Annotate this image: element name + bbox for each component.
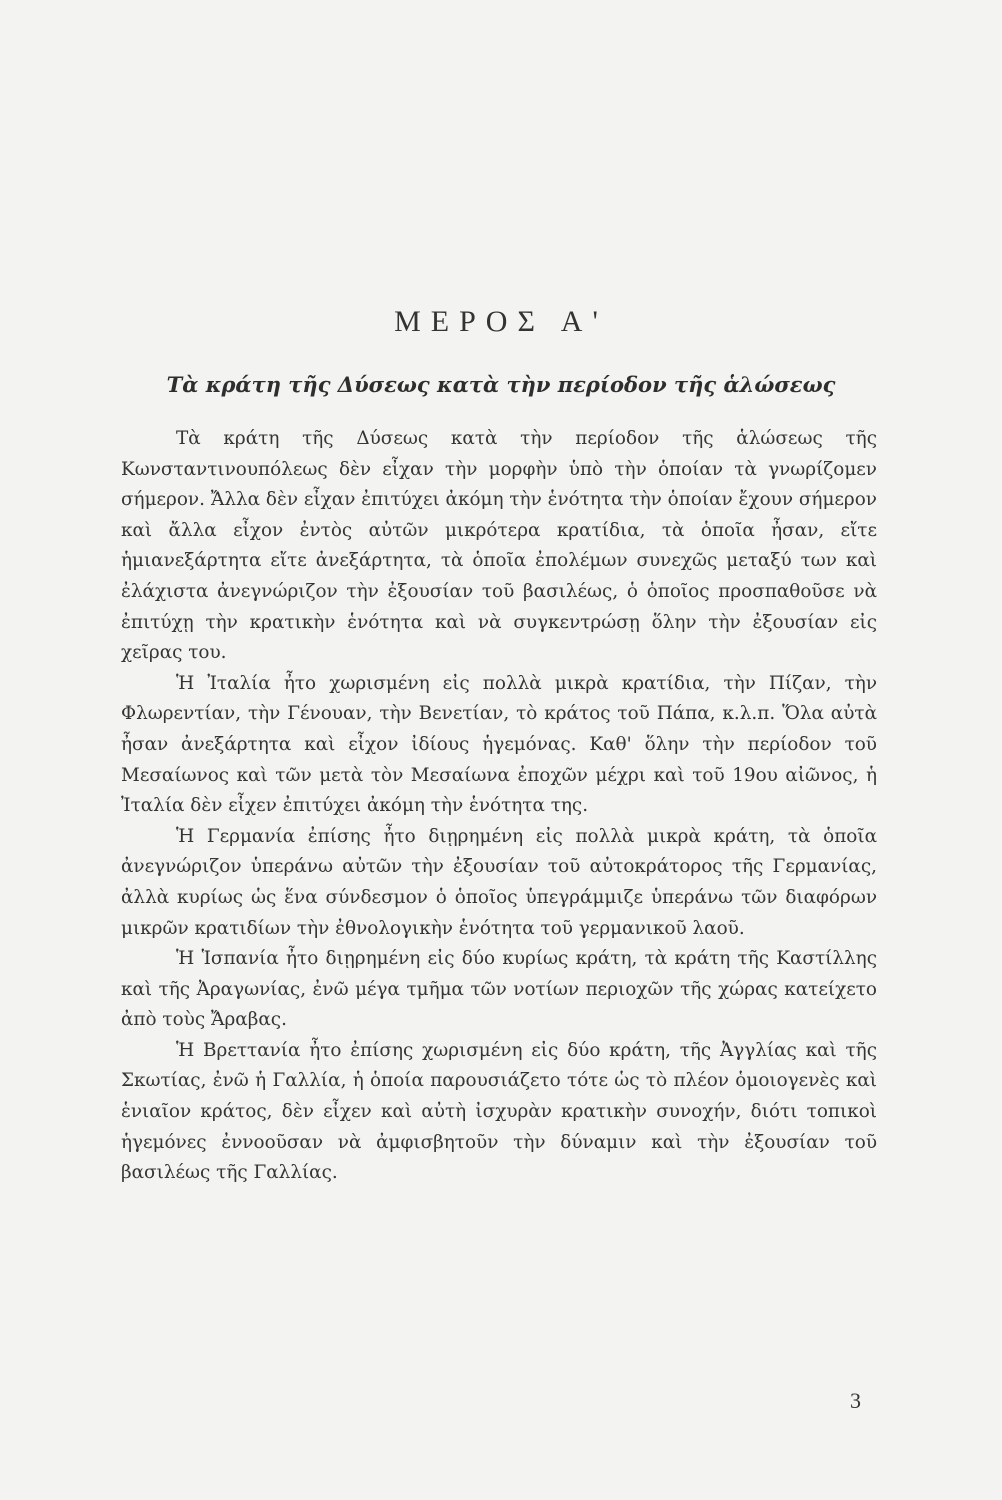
paragraph: Ἡ Βρεττανία ἦτο ἐπίσης χωρισμένη εἰς δύο κράτη, τῆς Ἀγγλίας καὶ τῆς Σκωτίας, ἐνῶ ἡ Γαλλία, ἡ ὁποία παρουσιάζετο τότε ὡς τὸ πλέον ὁμοιογενὲς καὶ ἑνιαῖον κράτος, δὲν εἶχεν καὶ αὐτὴ ἰσχυρὰν κρατικὴν συνοχήν, διότι τοπικοὶ ἡγεμόνες ἐννοοῦσαν νὰ ἀμφισβητοῦν τὴν δύναμιν καὶ τὴν ἐξουσίαν τοῦ βασιλέως τῆς Γαλλίας. — [121, 1039, 877, 1184]
paragraph: Ἡ Ἱσπανία ἦτο διῃρημένη εἰς δύο κυρίως κράτη, τὰ κράτη τῆς Καστίλλης καὶ τῆς Ἀραγωνίας, ἐνῶ μέγα τμῆμα τῶν νοτίων περιοχῶν τῆς χώρας κατείχετο ἀπὸ τοὺς Ἄραβας. — [121, 948, 877, 1031]
page-number: 3 — [850, 1388, 861, 1413]
part-title: ΜΕΡΟΣ Α' — [394, 305, 608, 338]
body-text — [121, 424, 877, 1189]
chapter-title: Τὰ κράτη τῆς Δύσεως κατὰ τὴν περίοδον τῆς ἁλώσεως — [166, 372, 836, 397]
paragraph: Τὰ κράτη τῆς Δύσεως κατὰ τὴν περίοδον τῆς ἁλώσεως τῆς Κωνσταντινουπόλεως δὲν εἶχαν τὴν μορφὴν ὑπὸ τὴν ὁποίαν τὰ γνωρίζομεν σήμερον. Ἄλλα δὲν εἶχαν ἐπιτύχει ἀκόμη τὴν ἑνότητα τὴν ὁποίαν ἔχουν σήμερον καὶ ἄλλα εἶχον ἐντὸς αὐτῶν μικρότερα κρατίδια, τὰ ὁποῖα ἦσαν, εἴτε ἡμιανεξάρτητα εἴτε ἀνεξάρτητα, τὰ ὁποῖα ἐπολέμων συνεχῶς μεταξύ των καὶ ἐλάχιστα ἀνεγνώριζον τὴν ἐξουσίαν τοῦ βασιλέως, ὁ ὁποῖος προσπαθοῦσε νὰ ἐπιτύχῃ τὴν κρατικὴν ἑνότητα καὶ νὰ συγκεντρώσῃ ὅλην τὴν ἐξουσίαν εἰς χεῖρας του. — [121, 428, 877, 664]
paragraph: Ἡ Γερμανία ἐπίσης ἦτο διῃρημένη εἰς πολλὰ μικρὰ κράτη, τὰ ὁποῖα ἀνεγνώριζον ὑπεράνω αὐτῶν τὴν ἐξουσίαν τοῦ αὐτοκράτορος τῆς Γερμανίας, ἀλλὰ κυρίως ὡς ἕνα σύνδεσμον ὁ ὁποῖος ὑπεγράμμιζε ὑπεράνω τῶν διαφόρων μικρῶν κρατιδίων τὴν ἐθνολογικὴν ἑνότητα τοῦ γερμανικοῦ λαοῦ. — [121, 825, 877, 939]
paragraph: Ἡ Ἰταλία ἦτο χωρισμένη εἰς πολλὰ μικρὰ κρατίδια, τὴν Πίζαν, τὴν Φλωρεντίαν, τὴν Γένουαν, τὴν Βενετίαν, τὸ κράτος τοῦ Πάπα, κ.λ.π. Ὅλα αὐτὰ ἦσαν ἀνεξάρτητα καὶ εἶχον ἰδίους ἡγεμόνας. Καθ' ὅλην τὴν περίοδον τοῦ Μεσαίωνος καὶ τῶν μετὰ τὸν Μεσαίωνα ἐποχῶν μέχρι καὶ τοῦ 19ου αἰῶνος, ἡ Ἰταλία δὲν εἶχεν ἐπιτύχει ἀκόμη τὴν ἑνότητα της. — [121, 672, 877, 817]
